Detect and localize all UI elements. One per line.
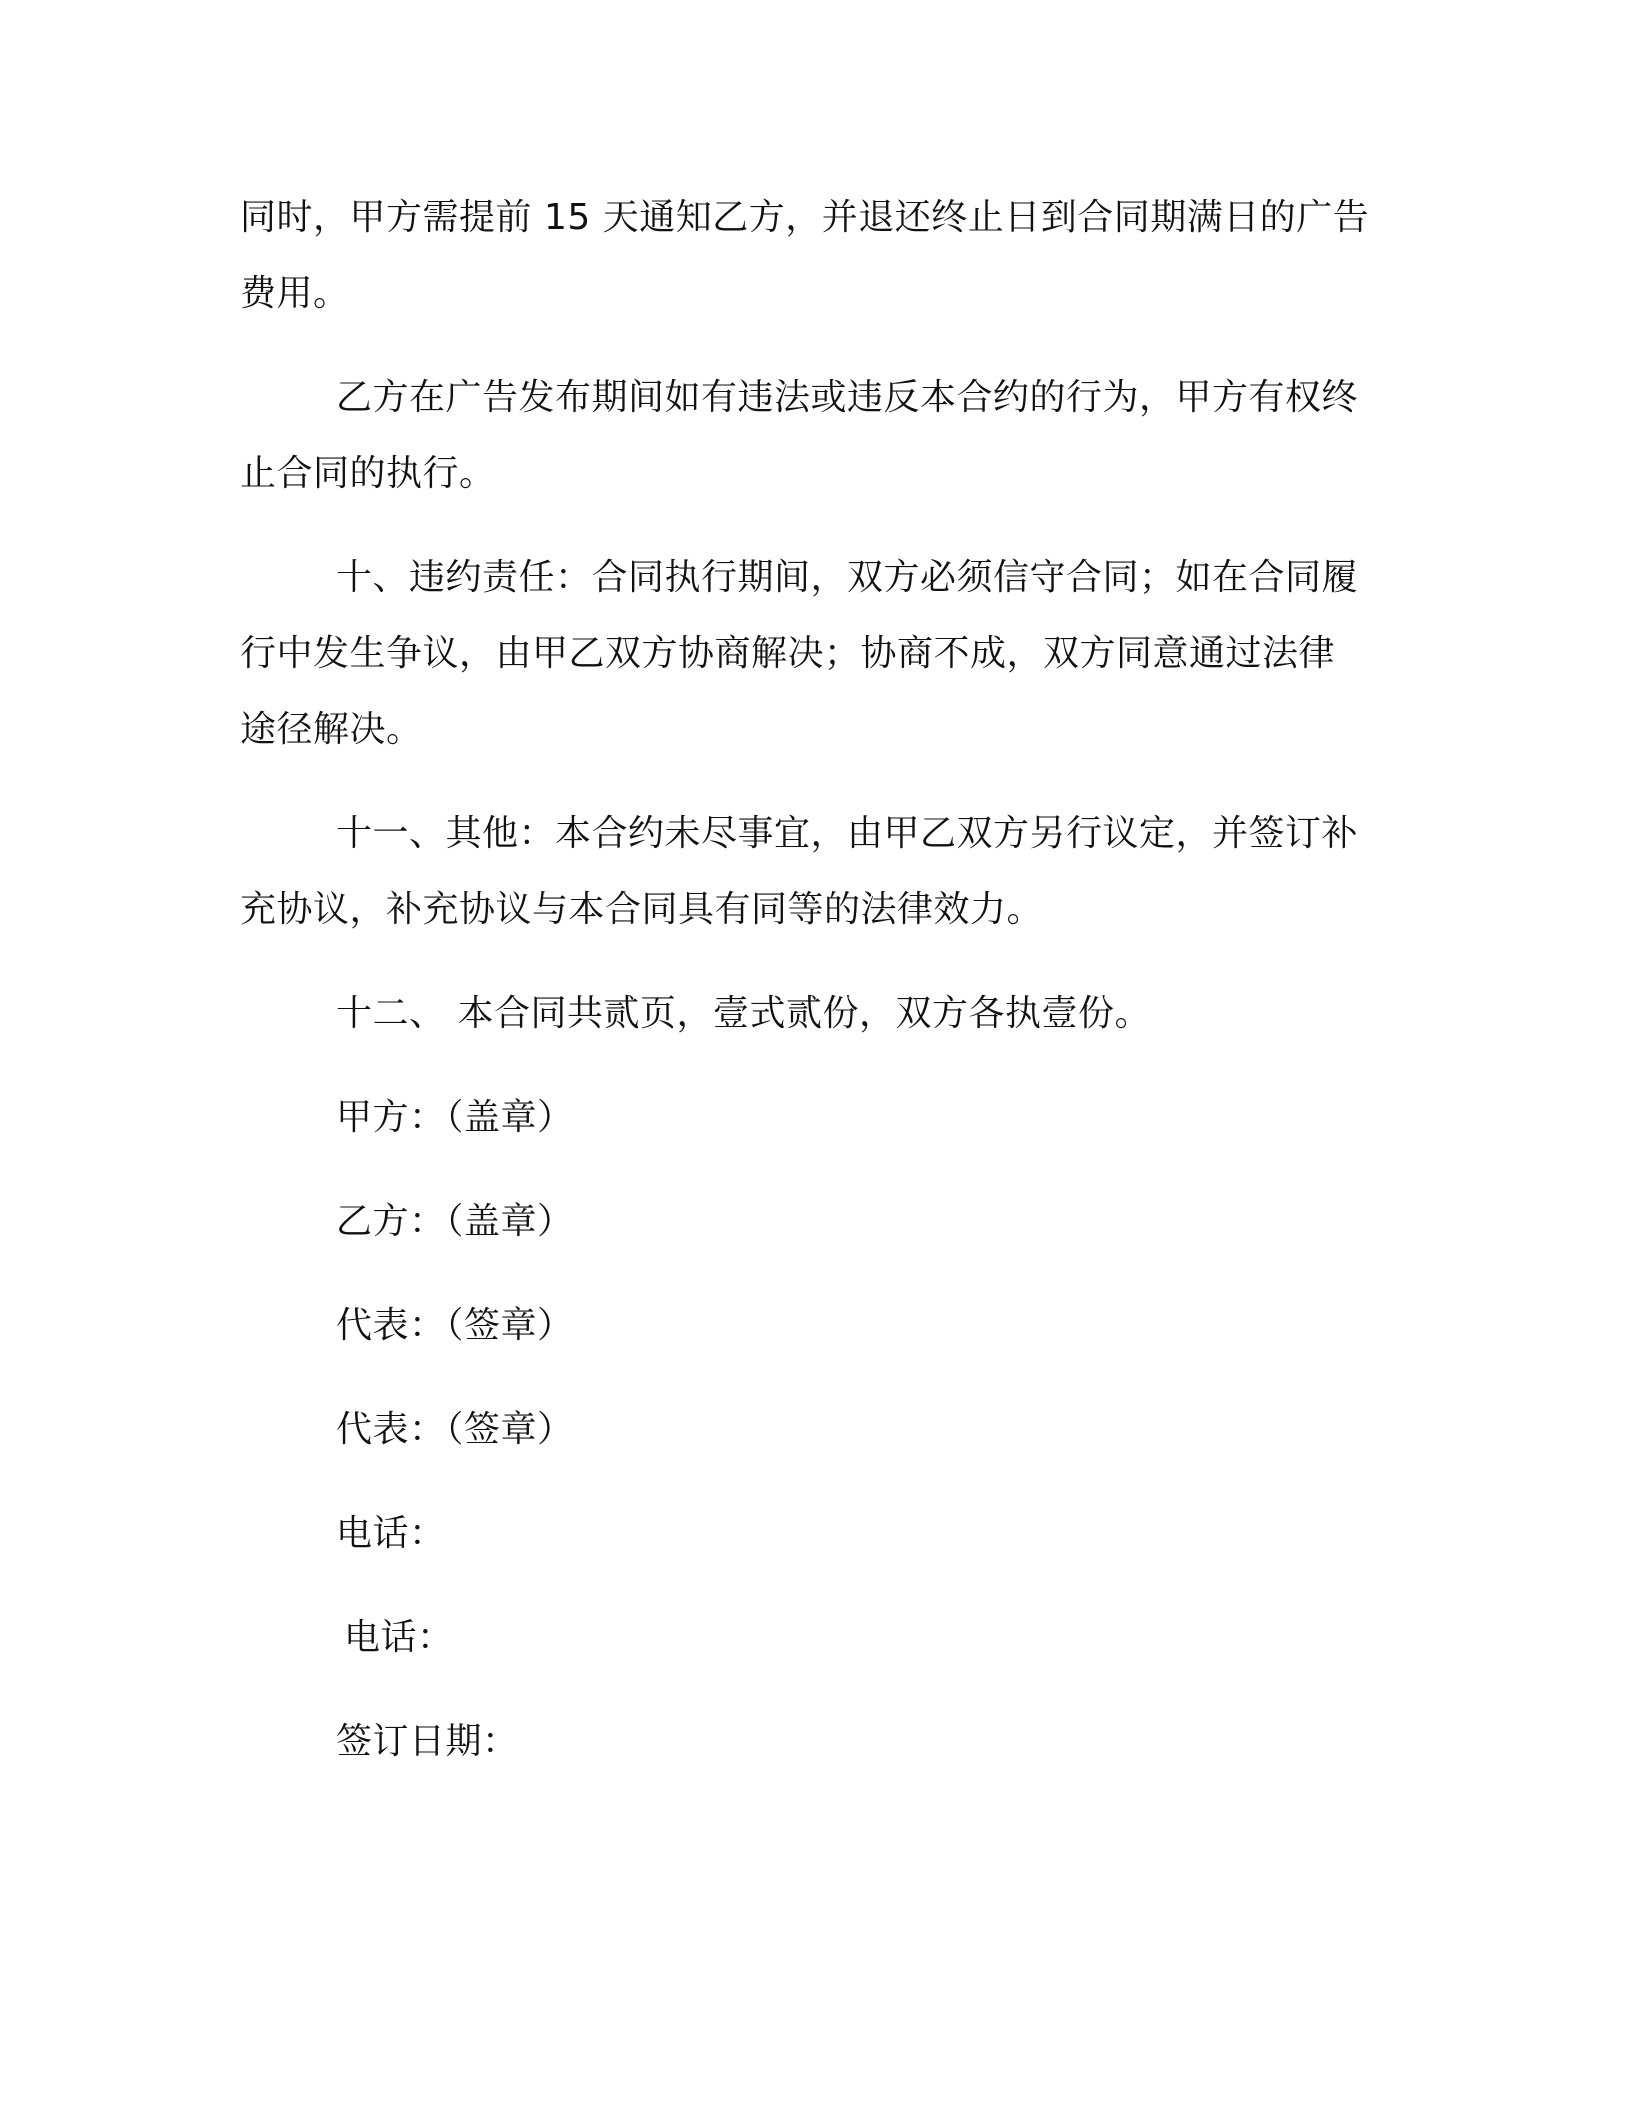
clause-10-line-3: 途径解决。 <box>240 709 423 750</box>
representative-a-signature: 代表：（签章） <box>336 1305 574 1346</box>
termination-line-1: 乙方在广告发布期间如有违法或违反本合约的行为，甲方有权终 <box>336 377 1359 418</box>
clause-11-line-1: 十一、其他：本合约未尽事宜，由甲乙双方另行议定，并签订补 <box>336 813 1359 854</box>
clause-12-line: 十二、 本合同共贰页，壹式贰份，双方各执壹份。 <box>336 993 1151 1034</box>
clause-9-line-1: 同时，甲方需提前 15 天通知乙方，并退还终止日到合同期满日的广告 <box>240 197 1370 238</box>
termination-line-2: 止合同的执行。 <box>240 453 496 494</box>
clause-10-line-1: 十、违约责任：合同执行期间，双方必须信守合同；如在合同履 <box>336 557 1359 598</box>
representative-b-signature: 代表：（签章） <box>336 1409 574 1450</box>
party-b-seal: 乙方：（盖章） <box>336 1201 574 1242</box>
signing-date: 签订日期： <box>336 1721 519 1762</box>
clause-9-line-2: 费用。 <box>240 273 350 314</box>
clause-11-line-2: 充协议，补充协议与本合同具有同等的法律效力。 <box>240 889 1044 930</box>
clause-10-line-2: 行中发生争议，由甲乙双方协商解决；协商不成，双方同意通过法律 <box>240 633 1336 674</box>
party-a-seal: 甲方：（盖章） <box>336 1097 574 1138</box>
phone-b: 电话： <box>344 1617 454 1658</box>
phone-a: 电话： <box>336 1513 446 1554</box>
